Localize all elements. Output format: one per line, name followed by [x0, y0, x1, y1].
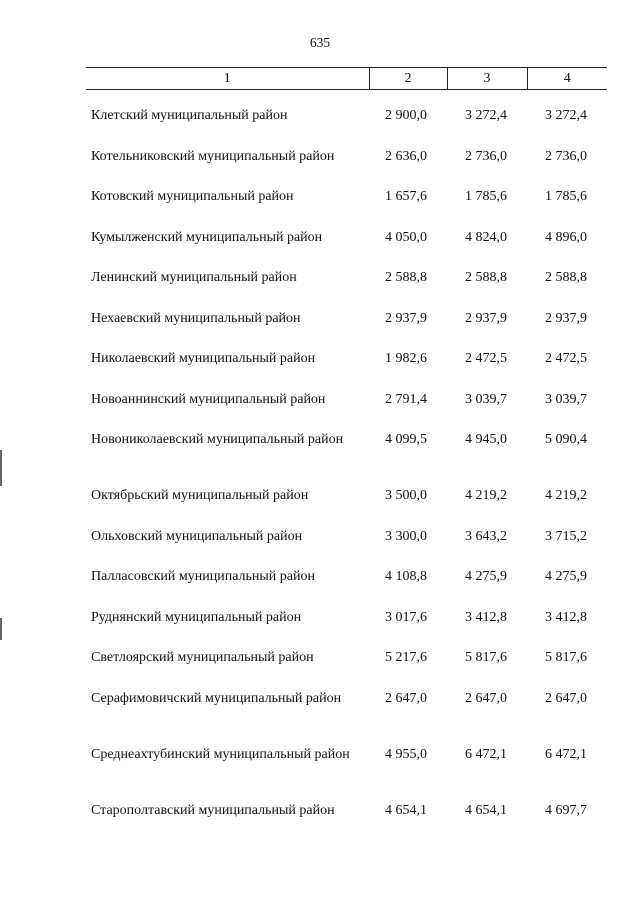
value-col-4: 4 275,9	[545, 569, 587, 584]
table-row	[86, 528, 607, 569]
table-row	[86, 690, 607, 746]
value-col-3: 5 817,6	[465, 650, 507, 665]
district-name: Котовский муниципальный район	[91, 189, 294, 204]
value-col-3: 4 945,0	[465, 432, 507, 447]
district-name: Новониколаевский муниципальный район	[91, 432, 344, 447]
value-col-2: 5 217,6	[385, 650, 427, 665]
value-col-2: 4 955,0	[385, 746, 427, 762]
value-col-4: 3 272,4	[545, 108, 587, 123]
value-col-2: 3 500,0	[385, 488, 427, 503]
value-col-3: 3 412,8	[465, 609, 507, 625]
value-col-3: 4 654,1	[465, 802, 507, 818]
district-name: Николаевский муниципальный район	[91, 351, 316, 366]
value-col-3: 6 472,1	[465, 746, 507, 762]
value-col-2: 2 647,0	[385, 690, 427, 706]
value-col-2: 2 900,0	[385, 108, 427, 123]
value-col-2: 2 636,0	[385, 148, 427, 164]
value-col-3: 3 272,4	[465, 108, 507, 123]
value-col-4: 2 647,0	[545, 690, 587, 706]
table-row	[86, 802, 607, 843]
district-name: Палласовский муниципальный район	[91, 569, 315, 584]
value-col-4: 1 785,6	[545, 189, 587, 204]
value-col-4: 2 472,5	[545, 351, 587, 366]
value-col-3: 2 588,8	[465, 270, 507, 285]
page-number: 635	[309, 35, 331, 50]
table-row	[86, 269, 607, 310]
value-col-4: 2 588,8	[545, 270, 587, 285]
value-col-2: 4 099,5	[385, 432, 427, 447]
district-name: Котельниковский муниципальный район	[91, 148, 335, 164]
value-col-3: 2 736,0	[465, 148, 507, 164]
table-row	[86, 229, 607, 270]
district-name: Октябрьский муниципальный район	[91, 488, 309, 503]
scan-edge-mark	[0, 618, 2, 640]
value-col-4: 3 039,7	[545, 391, 587, 407]
value-col-2: 1 657,6	[385, 189, 427, 204]
table-row	[86, 487, 607, 528]
value-col-3: 4 275,9	[465, 569, 507, 584]
table-row	[86, 746, 607, 802]
value-col-3: 3 039,7	[465, 391, 507, 407]
table-row	[86, 90, 607, 148]
district-name: Клетский муниципальный район	[91, 108, 288, 123]
table-row	[86, 391, 607, 432]
value-col-3: 4 824,0	[465, 229, 507, 245]
column-header-1: 1	[86, 68, 369, 90]
district-name: Новоаннинский муниципальный район	[91, 391, 326, 407]
value-col-4: 5 090,4	[545, 432, 587, 447]
value-col-2: 4 654,1	[385, 802, 427, 818]
value-col-2: 4 050,0	[385, 229, 427, 245]
district-name: Нехаевский муниципальный район	[91, 310, 301, 326]
table-row	[86, 649, 607, 690]
district-name: Руднянский муниципальный район	[91, 609, 302, 625]
value-col-3: 3 643,2	[465, 528, 507, 544]
value-col-4: 5 817,6	[545, 650, 587, 665]
value-col-2: 1 982,6	[385, 351, 427, 366]
district-name: Серафимовичский муниципальный район	[91, 690, 342, 706]
value-col-2: 2 791,4	[385, 391, 427, 407]
value-col-2: 3 017,6	[385, 609, 427, 625]
table-row	[86, 431, 607, 487]
district-name: Старополтавский муниципальный район	[91, 802, 335, 818]
value-col-2: 4 108,8	[385, 569, 427, 584]
value-col-4: 2 736,0	[545, 148, 587, 164]
table-row	[86, 310, 607, 351]
value-col-3: 2 472,5	[465, 351, 507, 366]
value-col-4: 4 697,7	[545, 802, 587, 818]
value-col-4: 3 715,2	[545, 528, 587, 544]
scan-edge-mark	[0, 450, 2, 486]
district-name: Кумылженский муниципальный район	[91, 229, 323, 245]
table-row	[86, 350, 607, 391]
table-header-row	[86, 68, 607, 90]
value-col-4: 2 937,9	[545, 310, 587, 326]
value-col-4: 6 472,1	[545, 746, 587, 762]
column-header-3: 3	[447, 68, 527, 90]
value-col-4: 3 412,8	[545, 609, 587, 625]
table-row	[86, 568, 607, 609]
value-col-3: 2 647,0	[465, 690, 507, 706]
value-col-2: 3 300,0	[385, 528, 427, 544]
value-col-3: 4 219,2	[465, 488, 507, 503]
value-col-4: 4 219,2	[545, 488, 587, 503]
value-col-4: 4 896,0	[545, 229, 587, 245]
value-col-2: 2 588,8	[385, 270, 427, 285]
table-row	[86, 148, 607, 189]
table-row	[86, 609, 607, 650]
value-col-3: 2 937,9	[465, 310, 507, 326]
budget-table	[86, 67, 607, 842]
district-name: Ленинский муниципальный район	[91, 270, 297, 285]
table-row	[86, 188, 607, 229]
column-header-4: 4	[527, 68, 607, 90]
district-name: Светлоярский муниципальный район	[91, 650, 314, 665]
district-name: Ольховский муниципальный район	[91, 528, 303, 544]
value-col-2: 2 937,9	[385, 310, 427, 326]
district-name: Среднеахтубинский муниципальный район	[91, 746, 350, 762]
value-col-3: 1 785,6	[465, 189, 507, 204]
column-header-2: 2	[369, 68, 447, 90]
